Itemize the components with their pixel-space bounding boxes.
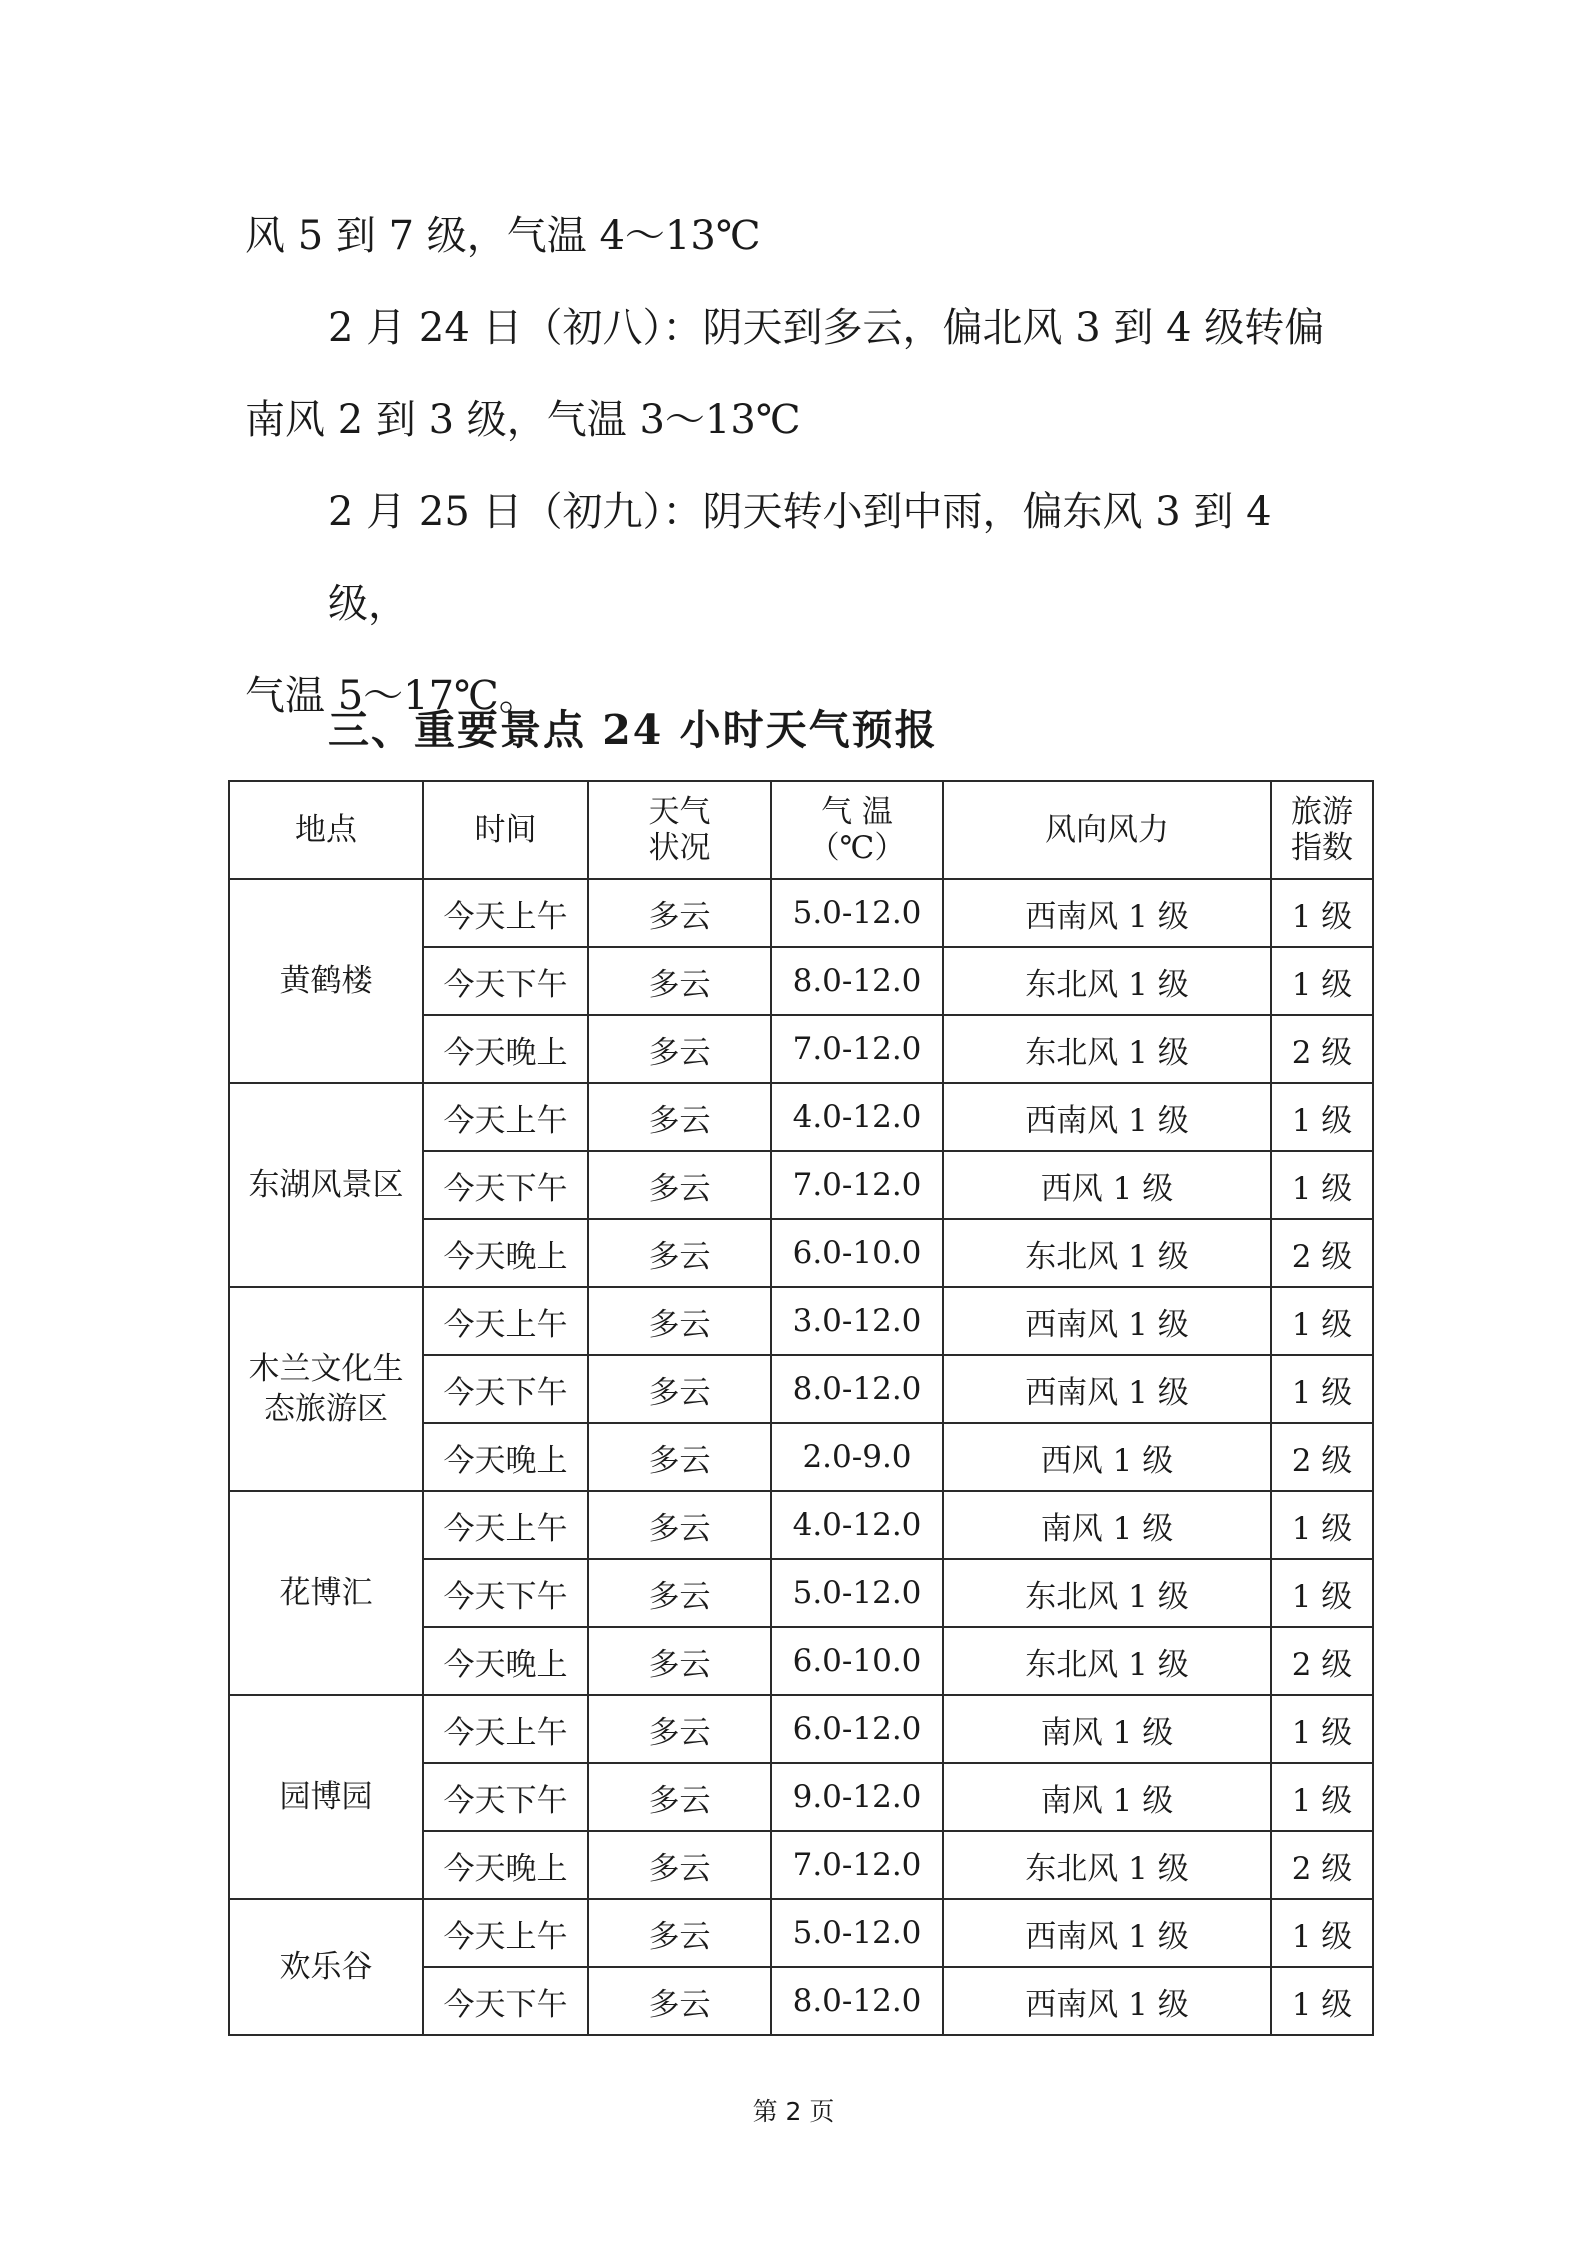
temperature-cell: 8.0-12.0 — [771, 947, 943, 1015]
header-temperature — [771, 781, 943, 879]
time-cell: 今天晚上 — [423, 1831, 588, 1899]
paragraph-line: 气温 5～17℃。 — [245, 673, 539, 719]
weather-cell: 多云 — [588, 1423, 771, 1491]
wind-cell: 西南风 1 级 — [943, 1899, 1271, 1967]
temperature-cell: 6.0-12.0 — [771, 1695, 943, 1763]
location-cell: 花博汇 — [229, 1491, 423, 1695]
temperature-cell: 9.0-12.0 — [771, 1763, 943, 1831]
weather-cell: 多云 — [588, 1287, 771, 1355]
table-body — [229, 879, 1373, 2035]
wind-cell: 西南风 1 级 — [943, 879, 1271, 947]
tourism-index-cell: 1 级 — [1271, 1695, 1373, 1763]
temperature-cell: 3.0-12.0 — [771, 1287, 943, 1355]
table-row — [229, 879, 1373, 947]
weather-cell: 多云 — [588, 1151, 771, 1219]
temperature-cell: 2.0-9.0 — [771, 1423, 943, 1491]
weather-forecast-text — [245, 190, 1355, 742]
time-cell: 今天晚上 — [423, 1219, 588, 1287]
time-cell: 今天晚上 — [423, 1015, 588, 1083]
wind-cell: 东北风 1 级 — [943, 1219, 1271, 1287]
tourism-index-cell: 1 级 — [1271, 1491, 1373, 1559]
weather-cell: 多云 — [588, 1967, 771, 2035]
temperature-cell: 6.0-10.0 — [771, 1627, 943, 1695]
weather-cell: 多云 — [588, 947, 771, 1015]
wind-cell: 西风 1 级 — [943, 1151, 1271, 1219]
weather-cell: 多云 — [588, 1355, 771, 1423]
paragraph-line: 2 月 24 日（初八）：阴天到多云，偏北风 3 到 4 级转偏 — [328, 305, 1325, 351]
temperature-cell: 6.0-10.0 — [771, 1219, 943, 1287]
header-temperature-line2: （℃） — [808, 830, 906, 866]
wind-cell: 西南风 1 级 — [943, 1355, 1271, 1423]
scenic-spot-forecast-table — [228, 780, 1374, 2036]
location-cell: 欢乐谷 — [229, 1899, 423, 2035]
weather-cell: 多云 — [588, 1083, 771, 1151]
time-cell: 今天上午 — [423, 879, 588, 947]
weather-cell: 多云 — [588, 879, 771, 947]
time-cell: 今天晚上 — [423, 1627, 588, 1695]
tourism-index-cell: 2 级 — [1271, 1423, 1373, 1491]
weather-cell: 多云 — [588, 1627, 771, 1695]
time-cell: 今天下午 — [423, 1967, 588, 2035]
wind-cell: 东北风 1 级 — [943, 1559, 1271, 1627]
header-time: 时间 — [423, 781, 588, 879]
table-row — [229, 1695, 1373, 1763]
table-header-row — [229, 781, 1373, 879]
wind-cell: 东北风 1 级 — [943, 947, 1271, 1015]
time-cell: 今天上午 — [423, 1287, 588, 1355]
weather-cell: 多云 — [588, 1831, 771, 1899]
temperature-cell: 5.0-12.0 — [771, 1899, 943, 1967]
weather-cell: 多云 — [588, 1559, 771, 1627]
tourism-index-cell: 2 级 — [1271, 1219, 1373, 1287]
time-cell: 今天下午 — [423, 1559, 588, 1627]
tourism-index-cell: 1 级 — [1271, 1287, 1373, 1355]
wind-cell: 西南风 1 级 — [943, 1083, 1271, 1151]
wind-cell: 东北风 1 级 — [943, 1831, 1271, 1899]
location-cell: 黄鹤楼 — [229, 879, 423, 1083]
section-title: 三、重要景点 24 小时天气预报 — [328, 706, 938, 754]
time-cell: 今天上午 — [423, 1695, 588, 1763]
tourism-index-cell: 1 级 — [1271, 879, 1373, 947]
time-cell: 今天下午 — [423, 1355, 588, 1423]
weather-cell: 多云 — [588, 1219, 771, 1287]
table-row — [229, 1083, 1373, 1151]
wind-cell: 南风 1 级 — [943, 1763, 1271, 1831]
temperature-cell: 7.0-12.0 — [771, 1831, 943, 1899]
wind-cell: 南风 1 级 — [943, 1695, 1271, 1763]
tourism-index-cell: 2 级 — [1271, 1831, 1373, 1899]
tourism-index-cell: 1 级 — [1271, 1899, 1373, 1967]
header-location: 地点 — [229, 781, 423, 879]
tourism-index-cell: 1 级 — [1271, 1559, 1373, 1627]
temperature-cell: 8.0-12.0 — [771, 1355, 943, 1423]
wind-cell: 东北风 1 级 — [943, 1015, 1271, 1083]
time-cell: 今天上午 — [423, 1491, 588, 1559]
wind-cell: 南风 1 级 — [943, 1491, 1271, 1559]
paragraph-line: 南风 2 到 3 级，气温 3～13℃ — [245, 397, 801, 443]
header-weather-line1: 天气 — [648, 794, 711, 830]
weather-cell: 多云 — [588, 1695, 771, 1763]
tourism-index-cell: 1 级 — [1271, 1151, 1373, 1219]
paragraph-line: 2 月 25 日（初九）：阴天转小到中雨，偏东风 3 到 4 级， — [328, 489, 1272, 627]
temperature-cell: 7.0-12.0 — [771, 1015, 943, 1083]
header-index-line2: 指数 — [1291, 830, 1353, 866]
tourism-index-cell: 1 级 — [1271, 1355, 1373, 1423]
tourism-index-cell: 1 级 — [1271, 1083, 1373, 1151]
tourism-index-cell: 1 级 — [1271, 1763, 1373, 1831]
temperature-cell: 7.0-12.0 — [771, 1151, 943, 1219]
time-cell: 今天下午 — [423, 1763, 588, 1831]
weather-cell: 多云 — [588, 1763, 771, 1831]
time-cell: 今天上午 — [423, 1899, 588, 1967]
temperature-cell: 4.0-12.0 — [771, 1083, 943, 1151]
header-weather-line2: 状况 — [648, 830, 711, 866]
time-cell: 今天上午 — [423, 1083, 588, 1151]
wind-cell: 西南风 1 级 — [943, 1287, 1271, 1355]
weather-cell: 多云 — [588, 1899, 771, 1967]
temperature-cell: 5.0-12.0 — [771, 879, 943, 947]
location-cell: 东湖风景区 — [229, 1083, 423, 1287]
header-wind: 风向风力 — [943, 781, 1271, 879]
table-row — [229, 1287, 1373, 1355]
temperature-cell: 4.0-12.0 — [771, 1491, 943, 1559]
time-cell: 今天下午 — [423, 947, 588, 1015]
time-cell: 今天下午 — [423, 1151, 588, 1219]
location-cell: 园博园 — [229, 1695, 423, 1899]
page-number: 第 2 页 — [752, 2097, 835, 2126]
tourism-index-cell: 1 级 — [1271, 1967, 1373, 2035]
header-weather — [588, 781, 771, 879]
temperature-cell: 5.0-12.0 — [771, 1559, 943, 1627]
tourism-index-cell: 1 级 — [1271, 947, 1373, 1015]
weather-cell: 多云 — [588, 1491, 771, 1559]
tourism-index-cell: 2 级 — [1271, 1015, 1373, 1083]
header-tourism-index — [1271, 781, 1373, 879]
wind-cell: 西风 1 级 — [943, 1423, 1271, 1491]
temperature-cell: 8.0-12.0 — [771, 1967, 943, 2035]
wind-cell: 西南风 1 级 — [943, 1967, 1271, 2035]
time-cell: 今天晚上 — [423, 1423, 588, 1491]
paragraph-line: 风 5 到 7 级，气温 4～13℃ — [245, 213, 761, 259]
table-row — [229, 1899, 1373, 1967]
wind-cell: 东北风 1 级 — [943, 1627, 1271, 1695]
weather-cell: 多云 — [588, 1015, 771, 1083]
header-temperature-line1: 气 温 — [821, 794, 893, 830]
tourism-index-cell: 2 级 — [1271, 1627, 1373, 1695]
location-cell: 木兰文化生态旅游区 — [229, 1287, 423, 1491]
header-index-line1: 旅游 — [1291, 794, 1353, 830]
table-row — [229, 1491, 1373, 1559]
